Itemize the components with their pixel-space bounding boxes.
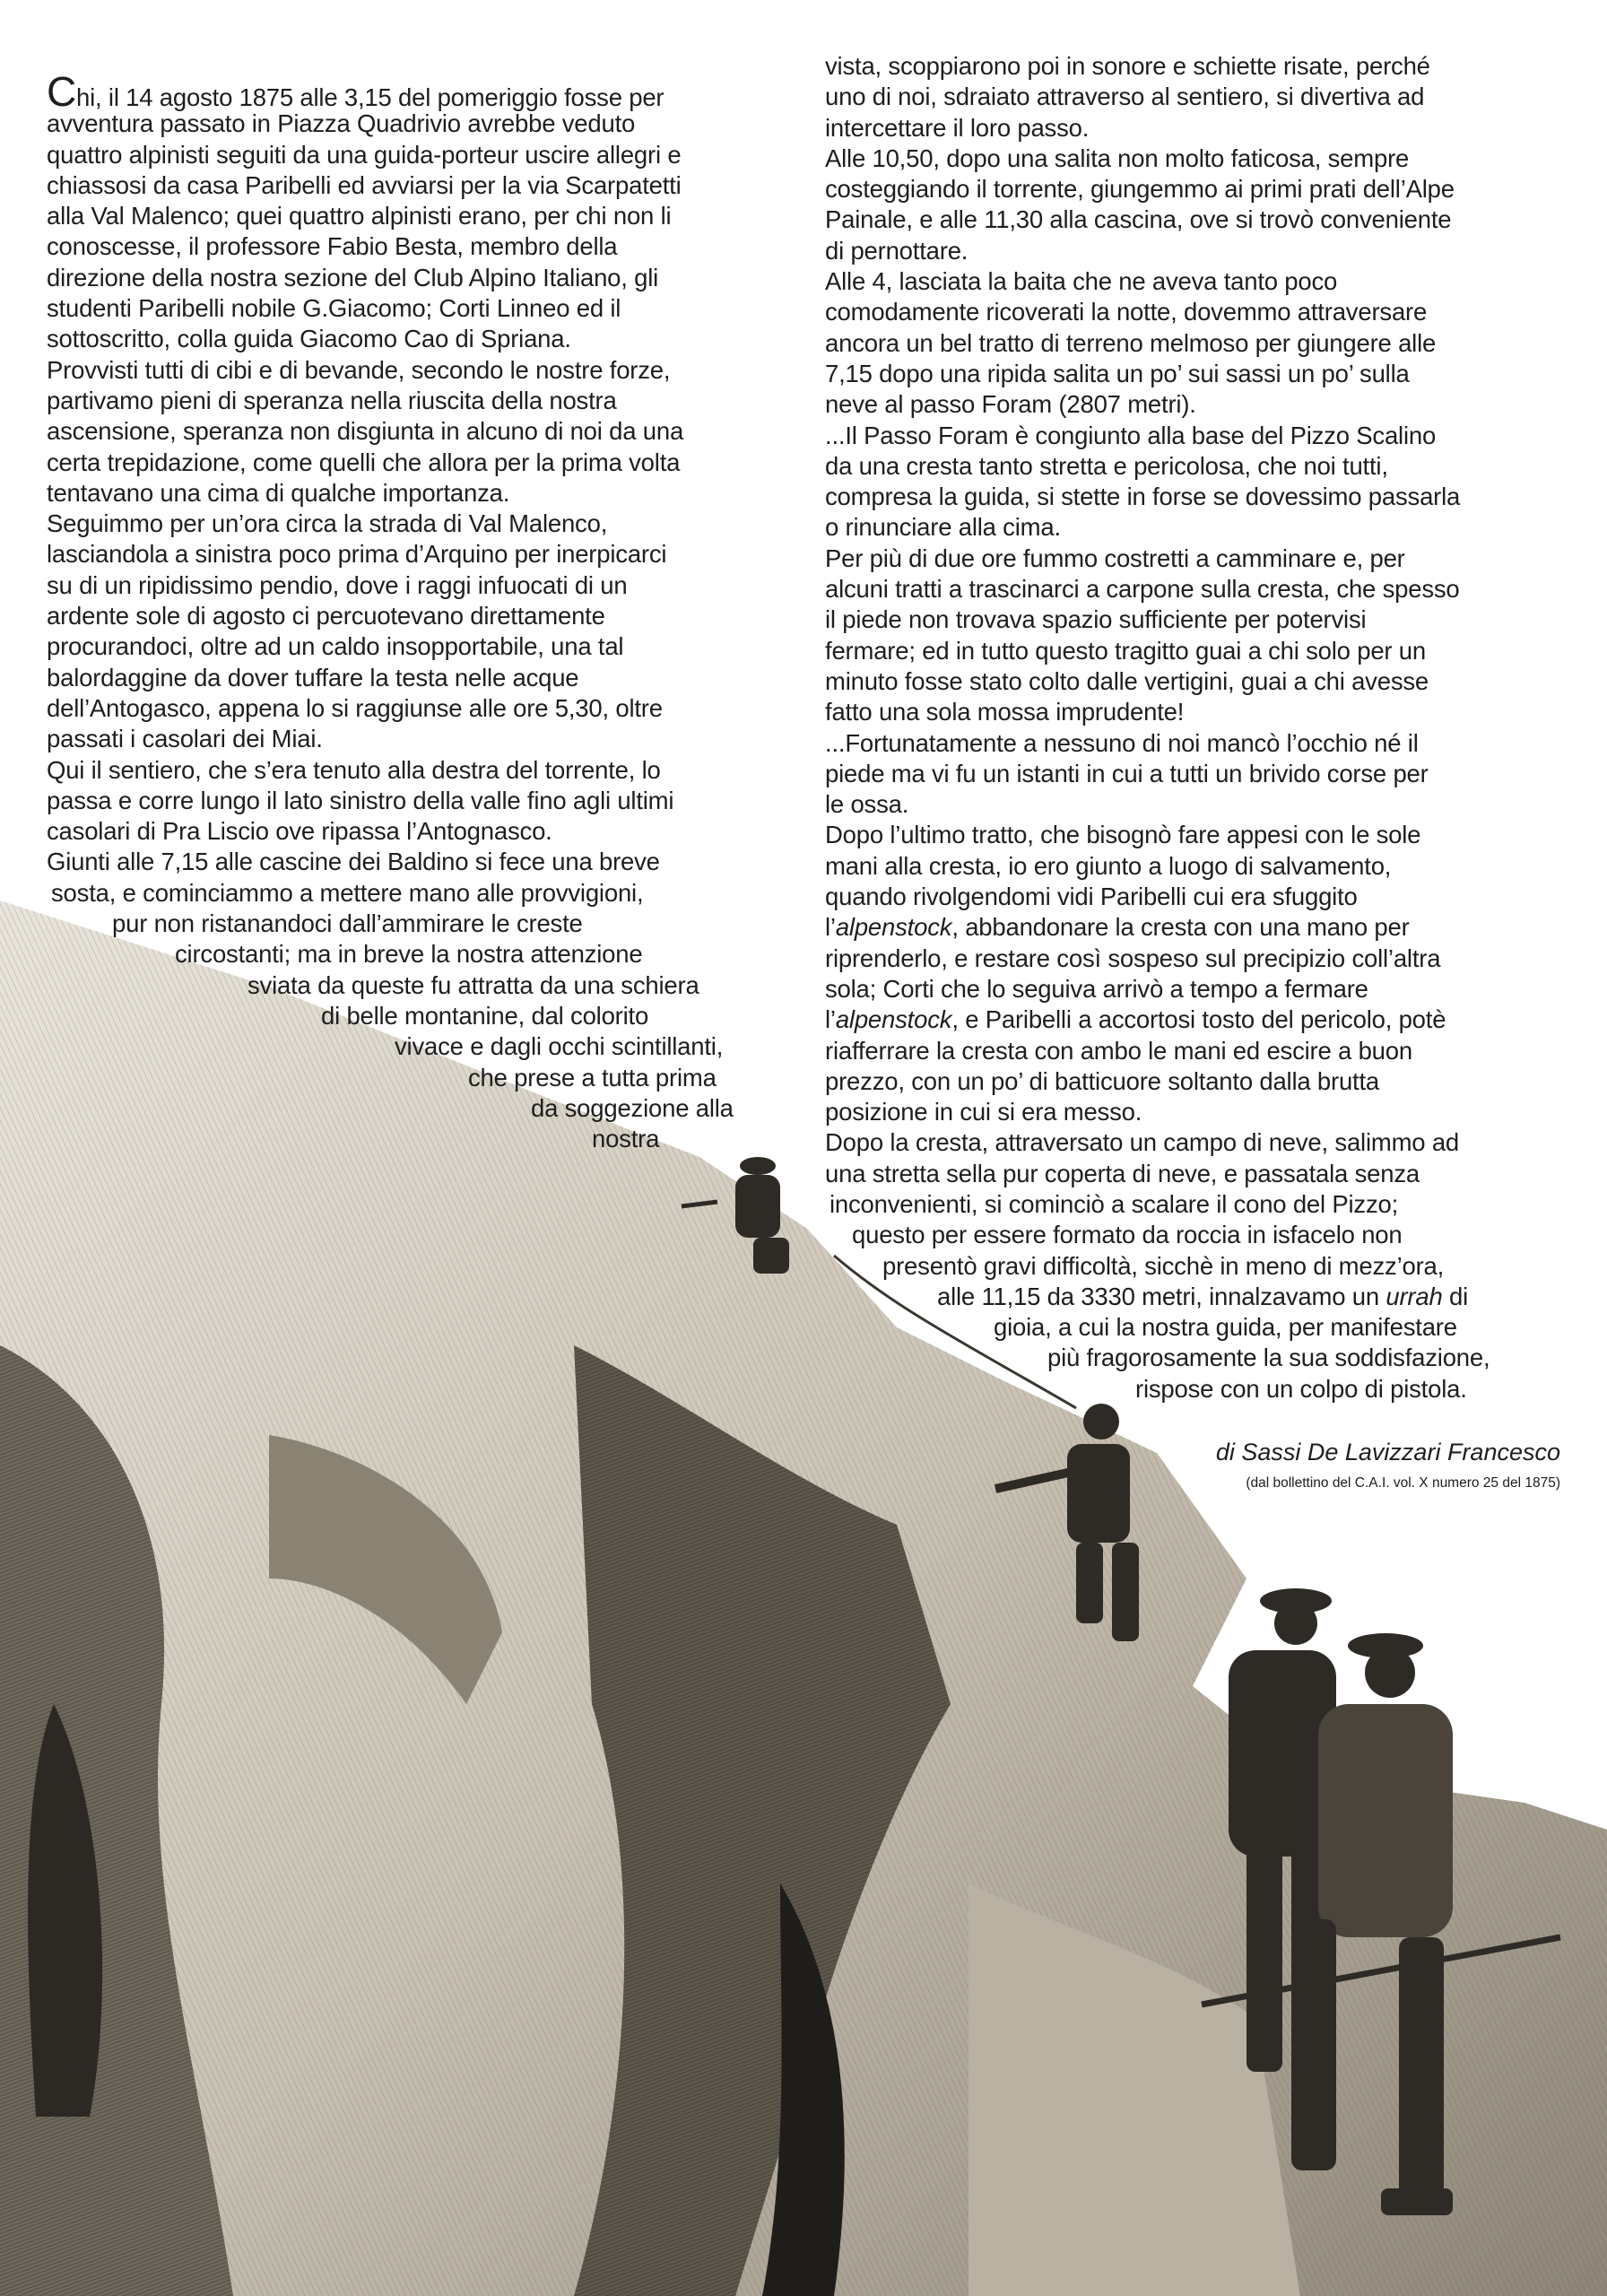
text-line: prezzo, con un po’ di batticuore soltanto dalla brutta [825, 1066, 1380, 1095]
text-line: quando rivolgendomi vidi Paribelli cui era sfuggito [825, 883, 1358, 911]
text-line: compresa la guida, si stette in forse se dovessimo passarla [825, 483, 1461, 511]
text-line: conoscesse, il professore Fabio Besta, membro della [47, 232, 618, 261]
text-line: pur non ristanandoci dall’ammirare le creste [112, 909, 583, 938]
text-line: inconvenienti, si cominciò a scalare il cono del Pizzo; [830, 1189, 1399, 1218]
text-line: Per più di due ore fummo costretti a camminare e, per [825, 544, 1405, 572]
text-line: alcuni tratti a trascinarci a carpone sulla cresta, che spesso [825, 575, 1460, 604]
text-line: balordaggine da dover tuffare la testa nelle acque [47, 663, 579, 691]
text-segment: , abbandonare la cresta con una mano per [951, 913, 1410, 942]
text-line: certa trepidazione, come quelli che allora per la prima volta [47, 448, 681, 476]
source-citation: (dal bollettino del C.A.I. vol. X numero 25 del 1875) [1246, 1475, 1560, 1491]
text-line: alla Val Malenco; quei quattro alpinisti erano, per chi non li [47, 202, 672, 230]
text-line: procurandoci, oltre ad un caldo insopportabile, una tal [47, 632, 624, 661]
text-line: comodamente ricoverati la notte, dovemmo attraversare [825, 298, 1428, 326]
text-line: riprenderlo, e restare così sospeso sul precipizio coll’altra [825, 944, 1441, 972]
text-line [825, 912, 1490, 943]
text-line: minuto fosse stato colto dalle vertigini, guai a chi avesse [825, 666, 1429, 695]
italic-term: alpenstock [835, 913, 952, 942]
text-line: ancora un bel tratto di terreno melmoso per giungere alle [825, 328, 1437, 357]
text-line: lasciandola a sinistra poco prima d’Arquino per inerpicarci [47, 540, 667, 569]
text-line: tentavano una cima di qualche importanza. [47, 478, 510, 507]
text-segment: l’ [825, 1005, 836, 1034]
text-line: questo per essere formato da roccia in isfacelo non [852, 1221, 1403, 1249]
text-line: neve al passo Foram (2807 metri). [825, 390, 1196, 419]
text-segment: di [1442, 1282, 1469, 1310]
text-line: fermare; ed in tutto questo tragitto guai a chi solo per un [825, 636, 1426, 665]
article-right-column [825, 51, 1490, 1405]
text-line: casolari di Pra Liscio ove ripassa l’Antognasco. [47, 817, 552, 846]
text-line: vista, scoppiarono poi in sonore e schiette risate, perché [825, 52, 1430, 80]
text-line: di belle montanine, dal colorito [321, 1001, 649, 1030]
text-line: posizione in cui si era messo. [825, 1098, 1142, 1126]
text-line: sola; Corti che lo seguiva arrivò a tempo a fermare [825, 974, 1368, 1003]
text-line: Alle 4, lasciata la baita che ne aveva tanto poco [825, 267, 1338, 296]
author-byline: di Sassi De Lavizzari Francesco [1215, 1439, 1560, 1465]
text-line: uno di noi, sdraiato attraverso al sentiero, si divertiva ad [825, 83, 1425, 111]
text-line: ascensione, speranza non disgiunta in alcuno di noi da una [47, 417, 684, 446]
text-line: intercettare il loro passo. [825, 113, 1090, 142]
text-line: da una cresta tanto stretta e pericolosa, che noi tutti, [825, 451, 1388, 480]
text-line: hi, il 14 agosto 1875 alle 3,15 del pomeriggio fosse per [76, 83, 665, 111]
text-line: le ossa. [825, 790, 909, 819]
text-line: mani alla cresta, io ero giunto a luogo di salvamento, [825, 851, 1392, 880]
text-line: più fragorosamente la sua soddisfazione, [1047, 1344, 1490, 1372]
text-line: riafferrare la cresta con ambo le mani ed escire a buon [825, 1036, 1412, 1065]
text-line: Qui il sentiero, che s’era tenuto alla destra del torrente, lo [47, 755, 661, 784]
text-line: che prese a tutta prima [468, 1063, 717, 1091]
text-line: avventura passato in Piazza Quadrivio avrebbe veduto [47, 109, 636, 138]
text-line: chiassosi da casa Paribelli ed avviarsi per la via Scarpatetti [47, 170, 682, 199]
text-line: direzione della nostra sezione del Club Alpino Italiano, gli [47, 263, 659, 291]
text-line: o rinunciare alla cima. [825, 513, 1061, 542]
text-line: di pernottare. [825, 236, 969, 265]
text-line: dell’Antogasco, appena lo si raggiunse alle ore 5,30, oltre [47, 693, 663, 722]
text-line: una stretta sella pur coperta di neve, e passatala senza [825, 1159, 1420, 1187]
article-left-column [47, 68, 734, 1154]
text-line: nostra [592, 1125, 660, 1153]
text-line: su di un ripidissimo pendio, dove i raggi infuocati di un [47, 570, 628, 599]
text-line: 7,15 dopo una ripida salita un po’ sui sassi un po’ sulla [825, 359, 1410, 387]
text-line: fatto una sola mossa imprudente! [825, 698, 1185, 726]
text-line: vivace e dagli occhi scintillanti, [395, 1032, 724, 1061]
text-line: Dopo la cresta, attraversato un campo di neve, salimmo ad [825, 1128, 1460, 1157]
text-line: circostanti; ma in breve la nostra attenzione [175, 940, 643, 969]
text-line: quattro alpinisti seguiti da una guida-porteur uscire allegri e [47, 140, 682, 169]
text-line: Provvisti tutti di cibi e di bevande, secondo le nostre forze, [47, 355, 671, 384]
text-line: presentò gravi difficoltà, sicchè in meno di mezz’ora, [882, 1251, 1445, 1280]
article-first-line [47, 68, 734, 115]
text-line: Painale, e alle 11,30 alla cascina, ove si trovò conveniente [825, 205, 1452, 234]
text-line: Alle 10,50, dopo una salita non molto faticosa, sempre [825, 144, 1410, 172]
text-segment: alle 11,15 da 3330 metri, innalzavamo un [937, 1282, 1386, 1310]
text-line: ...Fortunatamente a nessuno di noi mancò l’occhio né il [825, 728, 1419, 757]
text-line: da soggezione alla [531, 1093, 734, 1122]
text-line: partivamo pieni di speranza nella riuscita della nostra [47, 386, 617, 414]
text-line: Giunti alle 7,15 alle cascine dei Baldino si fece una breve [47, 848, 660, 876]
text-line: passati i casolari dei Miai. [47, 725, 323, 753]
text-line: il piede non trovava spazio sufficiente per potervisi [825, 605, 1367, 634]
text-line: gioia, a cui la nostra guida, per manifestare [994, 1313, 1457, 1342]
italic-term: alpenstock [835, 1005, 952, 1034]
italic-term: urrah [1385, 1282, 1443, 1310]
text-line: Dopo l’ultimo tratto, che bisognò fare appesi con le sole [825, 821, 1421, 849]
text-line: passa e corre lungo il lato sinistro della valle fino agli ultimi [47, 786, 674, 814]
text-line [825, 1282, 1490, 1312]
text-line: studenti Paribelli nobile G.Giacomo; Corti Linneo ed il [47, 294, 621, 323]
text-line: ...Il Passo Foram è congiunto alla base del Pizzo Scalino [825, 421, 1437, 449]
text-line: piede ma vi fu un istanti in cui a tutti un brivido corse per [825, 759, 1429, 787]
drop-cap: C [47, 68, 77, 115]
text-segment: , e Paribelli a accortosi tosto del pericolo, potè [951, 1005, 1446, 1034]
text-line [825, 1004, 1490, 1035]
text-line: Seguimmo per un’ora circa la strada di Val Malenco, [47, 509, 608, 538]
text-line: costeggiando il torrente, giungemmo ai primi prati dell’Alpe [825, 175, 1455, 204]
text-segment: l’ [825, 913, 836, 942]
text-line: sosta, e cominciammo a mettere mano alle provvigioni, [51, 878, 644, 907]
text-line: sottoscritto, colla guida Giacomo Cao di Spriana. [47, 325, 571, 353]
text-line: sviata da queste fu attratta da una schiera [248, 970, 699, 999]
text-line: ardente sole di agosto ci percuotevano direttamente [47, 602, 605, 631]
text-line: rispose con un colpo di pistola. [1135, 1374, 1467, 1403]
